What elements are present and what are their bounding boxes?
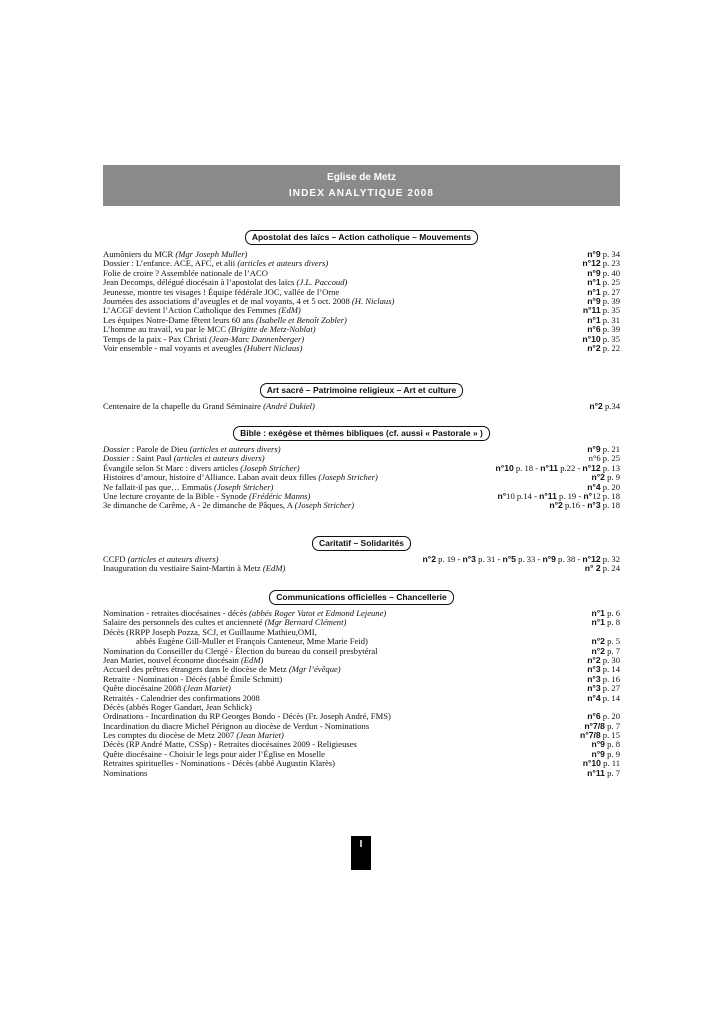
issue-number: n°9: [587, 295, 601, 306]
entry-title-text: Évangile selon St Marc : divers articles: [103, 462, 241, 473]
page-ref: 12 p. 18: [592, 490, 620, 501]
entry-title-text: : Parole de Dieu: [129, 444, 190, 454]
issue-number: n°6: [587, 324, 601, 335]
index-entry: [103, 501, 620, 510]
issue-number: n°2: [422, 554, 436, 564]
issue-number: n°2: [589, 401, 603, 411]
issue-number: n°4: [587, 481, 601, 492]
entry-title-text: Ne fallait-il pas que… Emmaüs: [103, 481, 214, 492]
issue-number: n°9: [591, 748, 605, 759]
page-ref: p. 35: [600, 305, 620, 316]
entry-author: (articles et auteurs divers): [237, 258, 329, 269]
issue-number: n°11: [540, 462, 559, 473]
page-ref: p. 9: [604, 748, 620, 759]
page-ref: p. 27: [600, 286, 620, 297]
page-ref: p.34: [602, 401, 620, 411]
entry-reference: [587, 344, 620, 353]
page-ref: p. 11: [600, 758, 620, 769]
entry-title-text: Jeunesse, montre tes visages ! Équipe fédérale JOC, vallée de l’Orne: [103, 286, 340, 297]
issue-number: n°9: [587, 444, 601, 454]
entry-title: [103, 344, 302, 353]
issue-number: n°1: [591, 608, 605, 618]
entry-reference: [589, 402, 620, 411]
entry-title-text: Jean Mariet, nouvel économe diocésain: [103, 654, 241, 665]
entry-author: (Joseph Stricher): [318, 472, 378, 483]
page-number: I: [351, 836, 371, 870]
issue-number: n°11: [587, 767, 605, 778]
issue-number: n°7/8: [584, 720, 605, 731]
section-heading: [103, 587, 620, 602]
header-title: Eglise de Metz: [327, 172, 396, 183]
issue-number: n°3: [587, 500, 601, 511]
issue-number: n°6: [587, 711, 601, 722]
page-ref: p. 8: [604, 739, 620, 750]
page-ref: n°6 p. 25: [588, 453, 620, 464]
page-ref: p. 22: [600, 342, 620, 353]
index-entry: [103, 344, 620, 353]
entry-title-text: Dossier : L’enfance. ACE, AFC, et alii: [103, 258, 238, 269]
issue-number: n°3: [587, 673, 601, 684]
entry-author: (Jean Mariet): [183, 683, 231, 694]
entry-author: (EdM): [278, 305, 301, 316]
section-title: Art sacré – Patrimoine religieux – Art et culture: [260, 383, 464, 398]
entry-title-italic: Dossier: [103, 453, 130, 464]
page-ref: p. 14: [600, 692, 620, 703]
issue-number: n°: [583, 490, 593, 501]
entry-title-text: Inauguration du vestiaire Saint-Martin à Metz: [103, 563, 263, 574]
issue-number: n°10: [582, 758, 601, 769]
index-header: [103, 165, 620, 206]
issue-number: n°2: [591, 636, 605, 647]
entry-author: (abbés Roger Vatot et Edmond Lejeune): [249, 608, 387, 618]
issue-number: n°9: [587, 249, 601, 259]
page-ref: p. 21: [600, 444, 620, 454]
page-ref: p. 25: [600, 277, 620, 288]
issue-number: n°1: [587, 314, 601, 325]
issue-number: n°4: [587, 692, 601, 703]
entry-title-text: L’ACGF devient l’Action Catholique des Femmes: [103, 305, 279, 316]
page-ref: p. 13: [600, 462, 620, 473]
section-heading: [103, 423, 620, 438]
entry-title-text: Retraités - Calendrier des confirmations 2008: [103, 692, 260, 703]
entry-title-text: Retraite - Nomination - Décès (abbé Émile Schmitt): [103, 673, 283, 684]
issue-number: n°9: [591, 739, 605, 750]
entry-author: (Jean-Marc Dannenberger): [209, 333, 305, 344]
page-ref: p. 7: [604, 767, 620, 778]
index-entry: [103, 564, 620, 573]
page-ref: p. 8: [604, 617, 620, 628]
page-ref: p. 15: [600, 730, 620, 741]
entry-title-text: CCFD: [103, 554, 128, 564]
entry-author: (Brigitte de Metz-Noblat): [228, 324, 316, 335]
entry-author: (Joseph Stricher): [294, 500, 355, 511]
page-ref: p. 27: [600, 683, 620, 694]
entry-author: (Joseph Stricher): [240, 462, 300, 473]
issue-number: n°: [497, 490, 507, 501]
page-ref: p. 5: [604, 636, 620, 647]
entry-title-text: Centenaire de la chapelle du Grand Séminaire: [103, 401, 264, 411]
issue-number: n°5: [502, 554, 516, 564]
entry-author: (André Dukiel): [263, 401, 315, 411]
section-apostolat: [103, 227, 620, 353]
entry-title-text: Jean Decomps, délégué diocésain à l’apostolat des laïcs: [103, 277, 297, 288]
entry-author: (EdM): [262, 563, 286, 574]
entry-title-italic: Dossier: [103, 444, 130, 454]
entry-title-text: Salaire des personnels des cultes et ancienneté: [103, 617, 265, 628]
issue-number: n°3: [462, 554, 476, 564]
page-ref: p. 38 -: [555, 554, 583, 564]
issue-number: n°2: [587, 654, 601, 665]
issue-number: n°11: [582, 305, 601, 316]
page-ref: p. 31 -: [475, 554, 503, 564]
page-ref: p. 20: [600, 481, 620, 492]
entry-author: (Jean Mariet): [236, 730, 284, 741]
section-title: Apostolat des laïcs – Action catholique – Mouvements: [245, 230, 478, 245]
entry-title-text: Folie de croire ? Assemblée nationale de l’ACO: [103, 267, 268, 278]
issue-number: n°11: [539, 490, 557, 501]
entry-author: (Isabelle et Benoît Zobler): [255, 314, 347, 325]
issue-number: n°12: [582, 258, 601, 269]
page-ref: p. 39: [600, 324, 620, 335]
entry-reference: [585, 564, 620, 573]
issue-number: n°2: [591, 645, 605, 656]
section-art-sacre: [103, 380, 620, 411]
entry-title-text: Retraites spirituelles - Nominations - Décès (abbé Augustin Klarès): [103, 758, 335, 769]
issue-number: n°7/8: [580, 730, 601, 741]
entry-title-text: Accueil des prêtres étrangers dans le diocèse de Metz: [103, 664, 289, 675]
issue-number: n°1: [587, 277, 601, 288]
section-communications: [103, 587, 620, 778]
page-ref: p.16 -: [562, 500, 588, 511]
entry-author: (Mgr l’évêque): [288, 664, 341, 675]
entry-reference: [587, 694, 620, 703]
entry-title-text: Une lecture croyante de la Bible - Synode: [103, 490, 250, 501]
entry-author: (J.L. Paccoud): [296, 277, 348, 288]
section-heading: [103, 227, 620, 242]
entry-title-text: Les comptes du diocèse de Metz 2007: [103, 730, 237, 741]
header-subtitle: INDEX ANALYTIQUE 2008: [288, 188, 435, 199]
index-entry: [103, 402, 620, 411]
page-ref: p. 31: [600, 314, 620, 325]
page-ref: p. 40: [600, 267, 620, 278]
page-ref: p. 20: [600, 711, 620, 722]
issue-number: n°12: [582, 554, 601, 564]
entry-author: (articles et auteurs divers): [189, 444, 281, 454]
entry-author: (Hubert Niclaus): [243, 342, 303, 353]
page-ref: p. 14: [600, 664, 620, 675]
entry-author: (H. Niclaus): [351, 295, 395, 306]
entry-title-text: Nominations: [103, 767, 148, 778]
issue-number: n°3: [587, 664, 601, 675]
entry-title-text: Aumôniers du MCR: [103, 249, 176, 259]
issue-number: n°9: [542, 554, 556, 564]
page-ref: p. 9: [604, 472, 620, 483]
section-heading: [103, 533, 620, 548]
issue-number: n°10: [582, 333, 601, 344]
entry-reference: [591, 618, 620, 627]
section-heading: [103, 380, 620, 395]
entry-title-text: Incardination du diacre Michel Pérignon au diocèse de Verdun - Nominations: [103, 720, 370, 731]
entry-author: (EdM): [240, 654, 264, 665]
entry-title-text: Décès (RP André Matte, CSSp) - Retraites diocésaines 2009 - Religieuses: [103, 739, 357, 750]
section-title: Caritatif – Solidarités: [312, 536, 411, 551]
index-entry: [103, 769, 620, 778]
page-ref: p. 24: [600, 563, 620, 574]
entry-title-text: Quête diocésaine 2008: [103, 683, 184, 694]
issue-number: n°9: [587, 267, 601, 278]
section-bible: [103, 423, 620, 511]
entry-title-text: Décès (abbés Roger Gandart, Jean Schlick): [103, 701, 252, 712]
issue-number: n°2: [591, 472, 605, 483]
entry-title-text: Voir ensemble - mal voyants et aveugles: [103, 342, 244, 353]
entry-title-text: Nomination - retraites diocésaines - décès: [103, 608, 250, 618]
issue-number: n° 2: [584, 563, 601, 574]
issue-number: n°3: [587, 683, 601, 694]
page-ref: p. 18: [600, 500, 620, 511]
entry-title-text: Décès (RRPP Joseph Pozza, SCJ, et Guillaume Mathieu,OMI,: [103, 626, 317, 637]
entry-title: [103, 564, 285, 573]
page-ref: 10 p.14 -: [506, 490, 540, 501]
page-ref: p. 16: [600, 673, 620, 684]
page-ref: p. 39: [600, 295, 620, 306]
page-ref: p. 32: [600, 554, 620, 564]
section-title: Bible : exégèse et thèmes bibliques (cf. aussi « Pastorale » ): [233, 426, 490, 441]
entry-title-text: Temps de la paix - Pax Christi: [103, 333, 210, 344]
entry-reference: [587, 769, 620, 778]
page-ref: p. 30: [600, 654, 620, 665]
entry-author: (Mgr Bernard Clément): [264, 617, 347, 628]
page-ref: p. 19 -: [556, 490, 584, 501]
page-ref: p. 18 -: [513, 462, 541, 473]
entry-title-text: 3e dimanche de Carême, A - 2e dimanche de Pâques, A: [103, 500, 295, 511]
entry-title-text: abbés Eugène Gill-Muller et François Canteneur, Mme Marie Feid): [136, 636, 368, 647]
entry-title: [103, 402, 315, 411]
entry-title-text: Nomination du Conseiller du Clergé - Élection du bureau du conseil presbytéral: [103, 645, 378, 656]
entry-author: (Frédéric Manns): [249, 490, 311, 501]
entry-author: (Joseph Stricher): [213, 481, 274, 492]
issue-number: n°10: [495, 462, 514, 473]
page-ref: p. 19 -: [436, 554, 463, 564]
entry-title: [103, 769, 147, 778]
entry-title-text: : Saint Paul: [129, 453, 174, 464]
entry-author: (articles et auteurs divers): [127, 554, 219, 564]
entry-title-text: Quête diocésaine - Choisir le legs pour aider l’Église en Moselle: [103, 748, 325, 759]
index-entry: [103, 759, 620, 768]
entry-title-text: Les équipes Notre-Dame fêtent leurs 60 ans: [103, 314, 256, 325]
entry-author: (articles et auteurs divers): [173, 453, 265, 464]
page-ref: p. 6: [604, 608, 620, 618]
issue-number: n°2: [549, 500, 563, 511]
page-ref: p. 34: [600, 249, 620, 259]
entry-title-text: Histoires d’amour, histoire d’Alliance. Laban avait deux filles: [103, 472, 319, 483]
entry-title-text: Journées des associations d’aveugles et de mal voyants, 4 et 5 oct. 2008: [103, 295, 352, 306]
issue-number: n°2: [587, 342, 601, 353]
entry-title-text: Ordinations - Incardination du RP Georges Bondo - Décès (Fr. Joseph André, FMS): [103, 711, 391, 722]
entry-title-text: L’homme au travail, vu par le MCC: [103, 324, 229, 335]
section-title: Communications officielles – Chancellerie: [269, 590, 454, 605]
page-ref: p. 7: [604, 645, 620, 656]
entry-reference: [549, 501, 620, 510]
issue-number: n°1: [587, 286, 601, 297]
page-ref: p. 33 -: [515, 554, 543, 564]
page-ref: p. 35: [600, 333, 620, 344]
entry-author: (Mgr Joseph Muller): [175, 249, 248, 259]
page-ref: p. 7: [604, 720, 620, 731]
section-caritatif: [103, 533, 620, 574]
page-ref: p.22 -: [558, 462, 583, 473]
issue-number: n°12: [582, 462, 601, 473]
page-ref: p. 23: [600, 258, 620, 269]
issue-number: n°1: [591, 617, 605, 628]
entry-title: [103, 501, 354, 510]
